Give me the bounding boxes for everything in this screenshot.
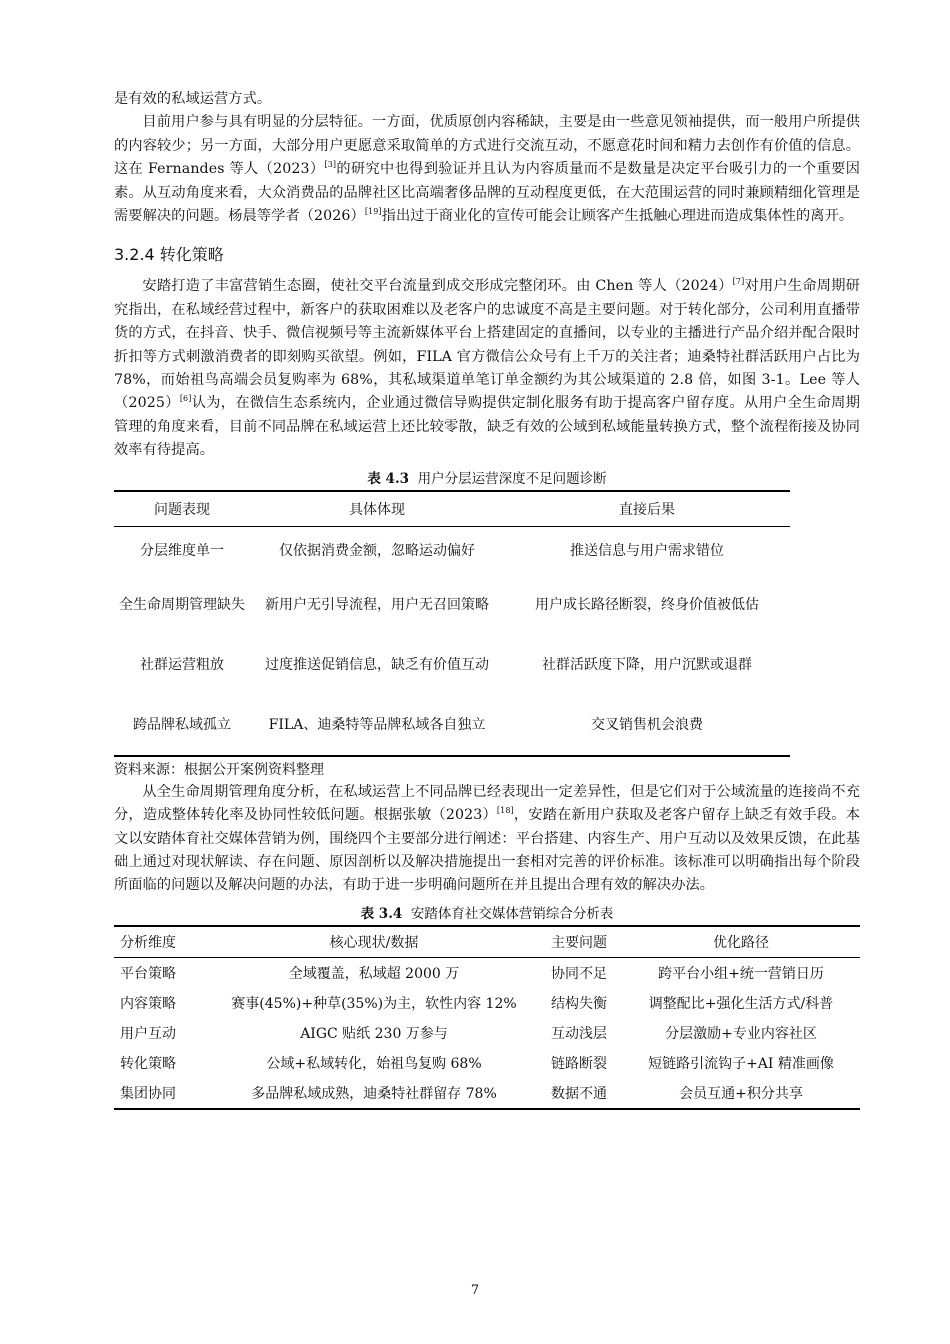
paragraph-continued: 是有效的私域运营方式。 (114, 91, 272, 107)
table-cell: 跨品牌私域孤立 (133, 716, 231, 733)
table-cell: 用户成长路径断裂，终身价值被低估 (535, 596, 759, 613)
page-number: 7 (470, 1283, 480, 1298)
citation: [3] (324, 160, 337, 170)
table-cell: 转化策略 (120, 1055, 176, 1072)
table-cell: 互动浅层 (551, 1025, 607, 1042)
table-row (114, 1018, 860, 1048)
paper-page (114, 88, 860, 1110)
table-row (114, 988, 860, 1018)
table-cell: 交叉销售机会浪费 (591, 716, 703, 733)
table-row (114, 1048, 860, 1078)
table-cell: 链路断裂 (551, 1055, 607, 1072)
table-caption: 表 3.4 安踏体育社交媒体营销综合分析表 (360, 905, 614, 922)
table-row (114, 695, 790, 756)
table-cell: 赛事(45%)+种草(35%)为主，软性内容 12% (231, 995, 517, 1012)
table-cell: AIGC 贴纸 230 万参与 (300, 1025, 448, 1042)
table-header-cell: 分析维度 (114, 926, 212, 958)
diagnosis-table (114, 490, 790, 757)
table-header-cell: 直接后果 (504, 491, 790, 527)
table-cell: 分层维度单一 (140, 542, 224, 559)
paragraph-conversion: 安踏打造了丰富营销生态圈，使社交平台流量到成交形成完整闭环。由 Chen 等人（2024）[7]对用户生命周期研究指出，在私域经营过程中，新客户的获取困难以及老客户的忠诚度不高是主要问题。对于转化部分，公司利用直播带货的方式，在抖音、快手、微信视频号等主流新媒体平台上搭建固定的直播间，以专业的主播进行产品介绍并配合限时折扣等方式刺激消费者的即刻购买欲望。例如，FILA 官方微信公众号有上千万的关注者；迪桑特社群活跃用户占比为 78%，而始祖鸟高端会员复购率为 68%，其私域渠道单笔订单金额约为其公域渠道的 2.8 倍，如图 3-1。Lee 等人（2025）[6]认为，在微信生态系统内，企业通过微信导购提供定制化服务有助于提高客户留存度。从用户全生命周期管理的角度来看，目前不同品牌在私域运营上还比较零散，缺乏有效的公域到私域能量转换方式，整个流程衔接及协同效率有待提高。 (114, 277, 860, 459)
table-cell: 调整配比+强化生活方式/科普 (648, 995, 834, 1012)
table-cell: 平台策略 (120, 965, 176, 982)
table-row (114, 1078, 860, 1109)
table-row (114, 635, 790, 695)
table-cell: 社群活跃度下降，用户沉默或退群 (542, 656, 752, 673)
citation: [19] (364, 207, 382, 217)
summary-table (114, 925, 860, 1110)
table-header-cell: 核心现状/数据 (212, 926, 536, 958)
table-cell: 短链路引流钩子+AI 精准画像 (648, 1055, 834, 1072)
table-cell: 推送信息与用户需求错位 (570, 542, 724, 559)
table-cell: 结构失衡 (551, 995, 607, 1012)
table-header-row (114, 491, 790, 527)
table-cell: 用户互动 (120, 1025, 176, 1042)
table-header-row (114, 926, 860, 958)
table-cell: 公域+私域转化，始祖鸟复购 68% (266, 1055, 482, 1072)
table-cell: 多品牌私域成熟，迪桑特社群留存 78% (251, 1085, 497, 1102)
citation: [6] (179, 394, 192, 404)
table-cell: 分层激励+专业内容社区 (665, 1025, 817, 1042)
table-cell: 社群运营粗放 (140, 656, 224, 673)
table-row (114, 575, 790, 635)
section-heading: 3.2.4 转化策略 (114, 245, 224, 265)
table-caption: 表 4.3 用户分层运营深度不足问题诊断 (367, 470, 607, 487)
citation: [18] (496, 806, 514, 816)
table-cell: 全域覆盖，私域超 2000 万 (288, 965, 460, 982)
table-cell: 内容策略 (120, 995, 176, 1012)
table-header-cell: 具体体现 (250, 491, 504, 527)
table-source-note: 资料来源：根据公开案例资料整理 (114, 761, 324, 778)
paragraph-user-layering: 目前用户参与具有明显的分层特征。一方面，优质原创内容稀缺，主要是由一些意见领袖提供，而一般用户所提供的内容较少；另一方面，大部分用户更愿意采取简单的方式进行交流互动，不愿意花时间和精力去创作有价值的信息。这在 Fernandes 等人（2023）[3]的研究中也得到验证并且认为内容质量而不是数量是决定平台吸引力的一个重要因素。从互动角度来看，大众消费品的品牌社区比高端奢侈品牌的互动程度更低，在大范围运营的同时兼顾精细化管理是需要解决的问题。杨晨等学者（2026）[19]指出过于商业化的宣传可能会让顾客产生抵触心理进而造成集体性的离开。 (114, 114, 861, 225)
table-cell: 数据不通 (551, 1085, 607, 1102)
table-cell: 集团协同 (120, 1085, 176, 1102)
citation: [7] (732, 277, 745, 287)
table-cell: 协同不足 (551, 965, 607, 982)
table-header-cell: 问题表现 (114, 491, 250, 527)
table-cell: FILA、迪桑特等品牌私域各自独立 (268, 716, 486, 733)
table-cell: 会员互通+积分共享 (679, 1085, 803, 1102)
table-row (114, 526, 790, 575)
table-cell: 新用户无引导流程，用户无召回策略 (265, 596, 489, 613)
table-header-cell: 主要问题 (536, 926, 622, 958)
table-row (114, 957, 860, 988)
table-cell: 跨平台小组+统一营销日历 (658, 965, 824, 982)
table-cell: 全生命周期管理缺失 (119, 596, 245, 613)
table-header-cell: 优化路径 (622, 926, 860, 958)
table-cell: 过度推送促销信息，缺乏有价值互动 (265, 656, 489, 673)
paragraph-analysis: 从全生命周期管理角度分析，在私域运营上不同品牌已经表现出一定差异性，但是它们对于公域流量的连接尚不充分，造成整体转化率及协同性较低问题。根据张敏（2023）[18]，安踏在新用户获取及老客户留存上缺乏有效手段。本文以安踏体育社交媒体营销为例，围绕四个主要部分进行阐述：平台搭建、内容生产、用户互动以及效果反馈，在此基础上通过对现状解读、存在问题、原因剖析以及解决措施提出一套相对完善的评价标准。该标准可以明确指出每个阶段所面临的问题以及解决问题的办法，有助于进一步明确问题所在并且提出合理有效的解决办法。 (114, 783, 860, 894)
table-cell: 仅依据消费金额，忽略运动偏好 (279, 542, 475, 559)
